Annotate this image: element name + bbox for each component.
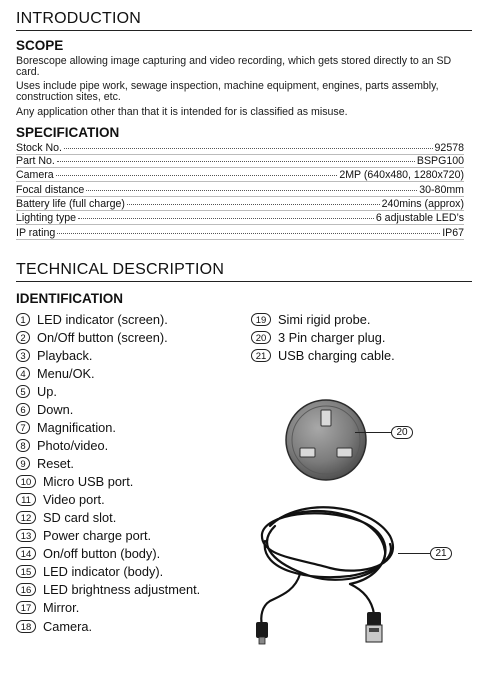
charger-plug-illustration <box>280 392 376 488</box>
spec-value: 2MP (640x480, 1280x720) <box>339 169 464 181</box>
id-item-9 <box>16 455 74 472</box>
spec-separator <box>16 239 464 240</box>
item-number-badge: 19 <box>251 313 271 326</box>
specification-heading: SPECIFICATION <box>16 125 120 140</box>
item-number-badge: 10 <box>16 475 36 488</box>
item-number-badge: 12 <box>16 511 36 524</box>
id-item-7 <box>16 419 116 436</box>
item-label: Menu/OK. <box>37 366 95 381</box>
id-item-8 <box>16 437 108 454</box>
item-label: SD card slot. <box>43 510 117 525</box>
usb-cable-illustration <box>240 496 410 646</box>
id-item-10 <box>16 473 133 490</box>
item-label: Mirror. <box>43 600 80 615</box>
spec-leader <box>86 190 417 191</box>
id-item-21 <box>251 347 395 364</box>
item-label: USB charging cable. <box>278 348 395 363</box>
spec-separator <box>16 210 464 211</box>
item-number-badge: 1 <box>16 313 30 326</box>
item-number-badge: 2 <box>16 331 30 344</box>
spec-row-part <box>16 155 464 167</box>
spec-row-stock <box>16 142 464 154</box>
callout-badge-21: 21 <box>430 547 452 560</box>
item-number-badge: 14 <box>16 547 36 560</box>
technical-rule <box>16 281 472 282</box>
id-item-19 <box>251 311 370 328</box>
item-label: Reset. <box>37 456 74 471</box>
item-number-badge: 7 <box>16 421 30 434</box>
item-number-badge: 5 <box>16 385 30 398</box>
item-label: Power charge port. <box>43 528 152 543</box>
item-number-badge: 21 <box>251 349 271 362</box>
spec-separator <box>16 196 464 197</box>
item-label: LED brightness adjustment. <box>43 582 201 597</box>
introduction-rule <box>16 30 472 31</box>
callout-leader-20 <box>355 432 391 433</box>
item-label: Simi rigid probe. <box>278 312 371 327</box>
scope-paragraph-3: Any application other than that it is intended for is classified as misuse. <box>16 106 348 118</box>
item-label: Micro USB port. <box>43 474 134 489</box>
spec-label: Camera <box>16 169 54 181</box>
item-number-badge: 16 <box>16 583 36 596</box>
item-number-badge: 13 <box>16 529 36 542</box>
item-number-badge: 4 <box>16 367 30 380</box>
scope-paragraph-2: Uses include pipe work, sewage inspection, machine equipment, engines, parts assembly, construction sites, etc. <box>16 80 439 104</box>
callout-badge-20: 20 <box>391 426 413 439</box>
id-item-13 <box>16 527 151 544</box>
spec-value: 92578 <box>434 142 464 154</box>
id-item-5 <box>16 383 57 400</box>
item-number-badge: 3 <box>16 349 30 362</box>
item-label: Playback. <box>37 348 93 363</box>
spec-leader <box>127 204 380 205</box>
spec-separator <box>16 224 464 225</box>
spec-row-lighting <box>16 212 464 224</box>
spec-separator <box>16 167 464 168</box>
spec-row-battery <box>16 198 464 210</box>
item-label: LED indicator (screen). <box>37 312 168 327</box>
item-label: Camera. <box>43 619 93 634</box>
spec-value: 240mins (approx) <box>381 198 464 210</box>
spec-value: IP67 <box>442 227 464 239</box>
item-label: LED indicator (body). <box>43 564 164 579</box>
id-item-12 <box>16 509 116 526</box>
spec-label: Lighting type <box>16 212 77 224</box>
item-number-badge: 9 <box>16 457 30 470</box>
item-number-badge: 18 <box>16 620 36 633</box>
spec-label: IP rating <box>16 227 56 239</box>
spec-row-focal <box>16 184 464 196</box>
spec-leader <box>57 161 415 162</box>
item-number-badge: 11 <box>16 493 36 506</box>
item-number-badge: 6 <box>16 403 30 416</box>
scope-heading: SCOPE <box>16 38 64 53</box>
scope-paragraph-1: Borescope allowing image capturing and video recording, which gets stored directly to an SD card. <box>16 55 452 79</box>
id-item-20 <box>251 329 385 346</box>
spec-label: Battery life (full charge) <box>16 198 125 210</box>
id-item-2 <box>16 329 168 346</box>
item-label: On/off button (body). <box>43 546 161 561</box>
id-item-18 <box>16 618 92 635</box>
item-label: Up. <box>37 384 57 399</box>
id-item-16 <box>16 581 200 598</box>
item-number-badge: 8 <box>16 439 30 452</box>
spec-leader <box>57 233 440 234</box>
spec-value: 6 adjustable LED’s <box>375 212 464 224</box>
spec-value: 30-80mm <box>419 184 464 196</box>
item-label: Photo/video. <box>37 438 109 453</box>
item-label: Magnification. <box>37 420 116 435</box>
spec-separator <box>16 181 464 182</box>
item-number-badge: 17 <box>16 601 36 614</box>
item-label: On/Off button (screen). <box>37 330 168 345</box>
id-item-3 <box>16 347 92 364</box>
spec-leader <box>56 175 338 176</box>
spec-value: BSPG100 <box>416 155 464 167</box>
item-label: Down. <box>37 402 74 417</box>
item-label: 3 Pin charger plug. <box>278 330 386 345</box>
callout-leader-21 <box>398 553 430 554</box>
spec-leader <box>78 218 374 219</box>
identification-heading: IDENTIFICATION <box>16 291 123 306</box>
spec-row-ip <box>16 227 464 239</box>
id-item-6 <box>16 401 73 418</box>
spec-leader <box>64 148 433 149</box>
item-number-badge: 15 <box>16 565 36 578</box>
technical-description-title: TECHNICAL DESCRIPTION <box>16 261 225 278</box>
id-item-1 <box>16 311 168 328</box>
id-item-11 <box>16 491 105 508</box>
id-item-4 <box>16 365 95 382</box>
spec-label: Focal distance <box>16 184 85 196</box>
spec-row-camera <box>16 169 464 181</box>
id-item-15 <box>16 563 163 580</box>
id-item-14 <box>16 545 160 562</box>
item-label: Video port. <box>43 492 105 507</box>
spec-label: Part No. <box>16 155 55 167</box>
introduction-title: INTRODUCTION <box>16 10 142 27</box>
id-item-17 <box>16 599 79 616</box>
item-number-badge: 20 <box>251 331 271 344</box>
spec-label: Stock No. <box>16 142 62 154</box>
